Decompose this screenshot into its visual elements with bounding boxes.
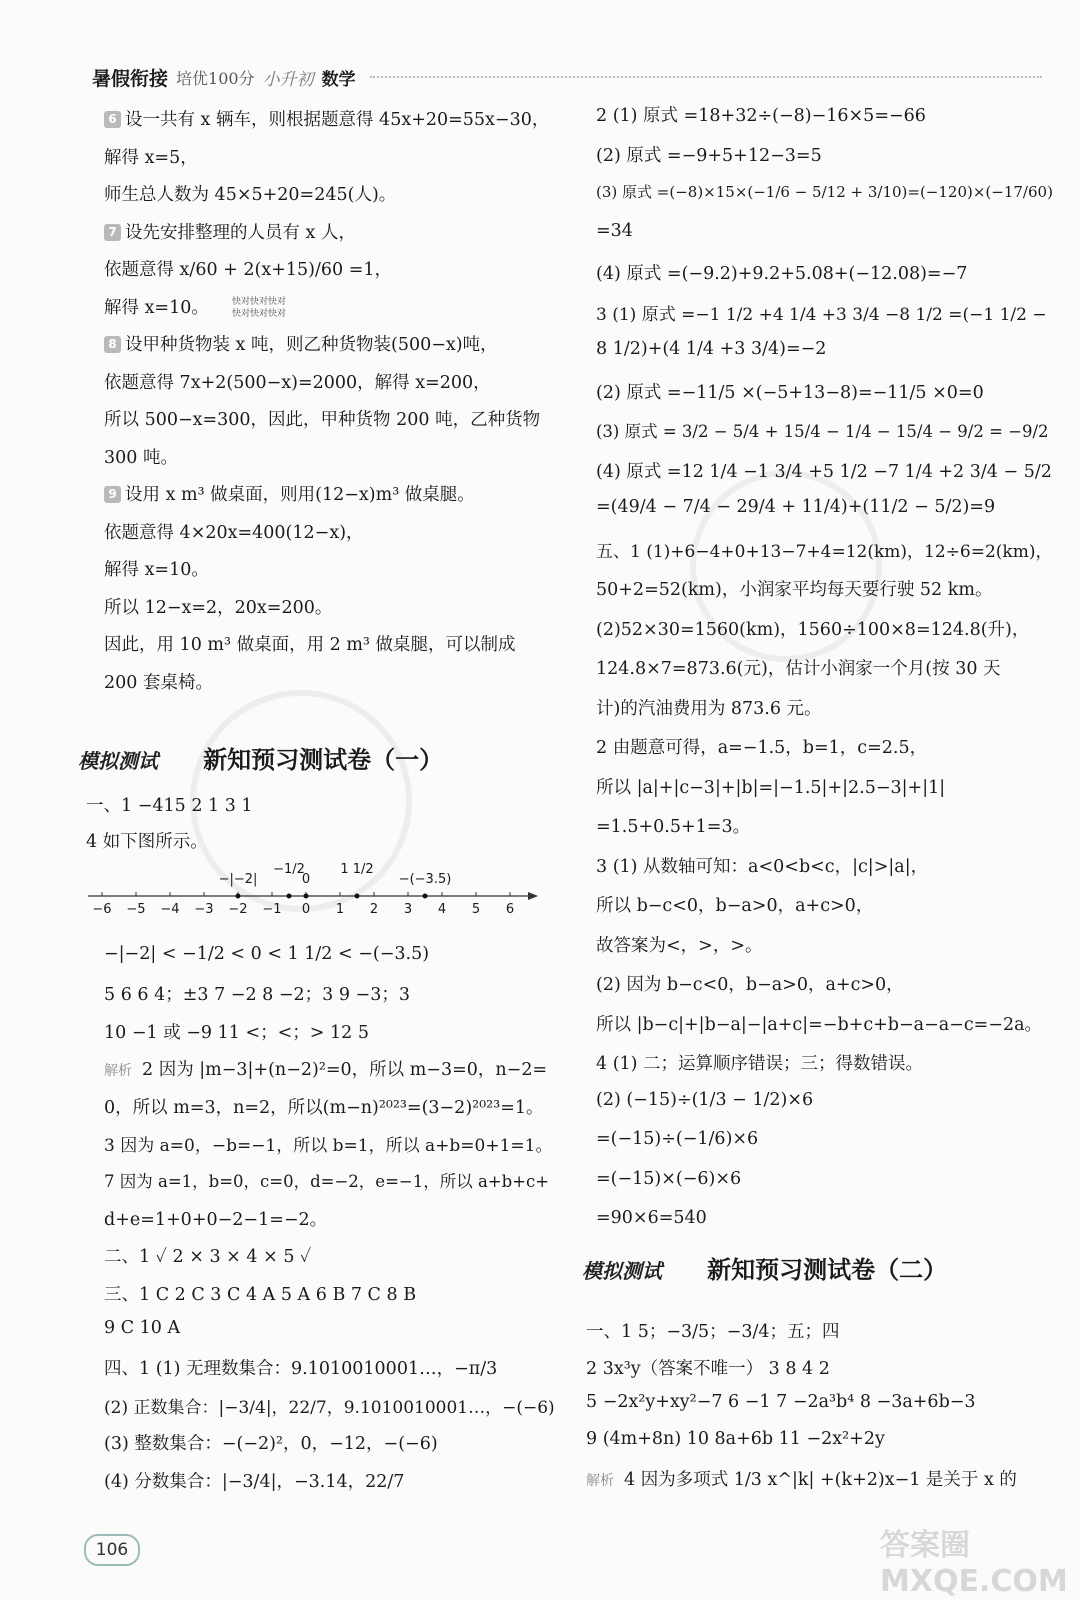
section-tag: 模拟测试	[582, 1259, 662, 1283]
answer-text: (4) 分数集合：|−3/4|，−3.14，22/7	[104, 1471, 405, 1492]
section-name: 新知预习测试卷（一）	[203, 745, 444, 774]
tick-label: −1	[262, 902, 282, 917]
answer-line	[586, 1466, 1017, 1491]
point-label: −|−2|	[218, 872, 258, 887]
header-rule	[370, 76, 1042, 78]
answer-text: 四、1 (1) 无理数集合：9.1010010001…，−π/3	[104, 1359, 498, 1380]
answer-text: 2 因为 |m−3|+(n−2)²=0，所以 m−3=0，n−2=	[142, 1060, 548, 1081]
answer-text: 0，所以 m=3，n=2，所以(m−n)²⁰²³=(3−2)²⁰²³=1。	[104, 1097, 544, 1118]
answer-text: 师生总人数为 45×5+20=245(人)。	[104, 185, 397, 205]
answer-text: d+e=1+0+0−2−1=−2。	[104, 1209, 328, 1230]
tick-label: 2	[369, 902, 379, 917]
answer-line	[104, 669, 213, 694]
answer-line	[596, 1050, 923, 1075]
answer-line	[596, 1208, 707, 1228]
answer-text: 五、1 (1)+6−4+0+13−7+4=12(km)，12÷6=2(km)，	[596, 541, 1053, 562]
answer-line	[104, 556, 209, 581]
answer-line	[596, 1090, 813, 1110]
answer-text: 9 (4m+8n) 10 8a+6b 11 −2x²+2y	[586, 1429, 885, 1449]
answer-line	[596, 537, 1052, 562]
answer-line	[104, 1056, 547, 1081]
answer-line	[104, 294, 209, 319]
answer-text: 解得 x=10。	[104, 297, 209, 318]
answer-text: 所以 |a|+|c−3|+|b|=|−1.5|+|2.5−3|+|1|	[596, 777, 946, 798]
answer-line	[596, 458, 1052, 483]
answer-line	[596, 971, 904, 996]
answer-line	[596, 260, 967, 285]
number-line-figure	[82, 862, 542, 938]
answer-text: (2)52×30=1560(km)，1560÷100×8=124.8(升)，	[596, 619, 1030, 640]
answer-text: 二、1 ✓ 2 × 3 × 4 × 5 ✓	[104, 1247, 312, 1268]
answer-text: −|−2| < −1/2 < 0 < 1 1/2 < −(−3.5)	[104, 944, 430, 964]
answer-line	[104, 331, 498, 356]
answer-text: 三、1 C 2 C 3 C 4 A 5 A 6 B 7 C 8 B	[104, 1284, 417, 1305]
answer-line	[596, 418, 1049, 442]
book-level: 小升初	[262, 69, 314, 90]
answer-text: =(−15)÷(−1/6)×6	[596, 1129, 759, 1149]
answer-text: 8 1/2)+(4 1/4 +3 3/4)=−2	[596, 339, 827, 359]
answer-line	[596, 892, 873, 917]
answer-line	[596, 853, 928, 878]
answer-line	[596, 1169, 741, 1189]
answer-text: 计)的汽油费用为 873.6 元。	[596, 698, 822, 719]
answer-line	[104, 144, 198, 169]
book-brand: 暑假衔接	[92, 67, 169, 90]
answer-line	[596, 655, 1001, 680]
number-point	[304, 894, 309, 899]
answer-text: 所以 500−x=300，因此，甲种货物 200 吨，乙种货物	[104, 410, 541, 430]
watermark: 答案圈 MXQE.COM	[880, 1528, 1068, 1599]
answer-line	[104, 519, 364, 544]
section-title-test2	[582, 1250, 947, 1285]
answer-text: 所以 12−x=2，20x=200。	[104, 597, 333, 618]
answer-text: 4 (1) 二；运算顺序错误；三；得数错误。	[596, 1054, 924, 1074]
answer-line	[104, 481, 475, 506]
answer-text: 5 6 6 4；±3 7 −2 8 −2；3 9 −3；3	[104, 985, 410, 1006]
answer-text: 7 因为 a=1，b=0，c=0，d=−2，e=−1，所以 a+b+c+	[104, 1172, 550, 1192]
answer-line	[86, 828, 208, 853]
answer-line	[104, 981, 410, 1006]
answer-line	[104, 1281, 416, 1306]
answer-line	[104, 1019, 369, 1044]
section-title-test1	[78, 740, 443, 775]
point-label: −(−3.5)	[398, 872, 452, 887]
answer-text: 5 −2x²y+xy²−7 6 −1 7 −2a³b⁴ 8 −3a+6b−3	[586, 1392, 976, 1412]
tick-label: 3	[403, 902, 413, 917]
answer-text: (3) 原式 =(−8)×15×(−1/6 − 5/12 + 3/10)=(−120)×(−17/60)	[596, 183, 1053, 201]
book-subject: 数学	[321, 69, 356, 90]
answer-text: (2) 原式 =−9+5+12−3=5	[596, 145, 822, 166]
answer-text: (2) 正数集合：|−3/4|，22/7，9.1010010001…，−(−6)	[104, 1397, 555, 1418]
answer-text: (3) 整数集合：−(−2)²，0，−12，−(−6)	[104, 1434, 438, 1455]
answer-text: 2 3x³y（答案不唯一） 3 8 4 2	[586, 1359, 830, 1379]
answer-line	[596, 695, 822, 720]
number-point	[423, 894, 428, 899]
point-label: 0	[301, 872, 311, 887]
tick-label: −3	[194, 902, 214, 917]
answer-text: 因此，用 10 m³ 做桌面，用 2 m³ 做桌腿，可以制成	[104, 635, 516, 655]
question-number-badge: 7	[104, 224, 121, 241]
answer-line	[596, 734, 927, 759]
answer-line	[596, 339, 826, 359]
tick-label: −5	[126, 902, 146, 917]
answer-line	[104, 1355, 497, 1380]
answer-line	[104, 1393, 555, 1418]
answer-text: (3) 原式 = 3/2 − 5/4 + 15/4 − 1/4 − 15/4 − 9/2 = −9/2	[596, 422, 1049, 441]
section-tag: 模拟测试	[78, 749, 158, 773]
answer-line	[596, 221, 633, 241]
tick-label: −2	[228, 902, 248, 917]
answer-text: 3 因为 a=0，−b=−1，所以 b=1，所以 a+b=0+1=1。	[104, 1136, 553, 1156]
answer-line	[596, 1011, 1042, 1036]
answer-text: 设先安排整理的人员有 x 人，	[125, 222, 356, 243]
answer-text: (2) (−15)÷(1/3 − 1/2)×6	[596, 1089, 814, 1110]
answer-line	[104, 944, 429, 964]
tick-label: 4	[437, 902, 447, 917]
answer-line	[596, 774, 945, 799]
section-name: 新知预习测试卷（二）	[707, 1255, 948, 1284]
answer-line	[104, 256, 392, 281]
answer-line	[586, 1318, 840, 1343]
answer-text: 设一共有 x 辆车，则根据题意得 45x+20=55x−30，	[125, 110, 550, 130]
answer-text: 一、1 5；−3/5；−3/4；五；四	[586, 1322, 840, 1342]
answer-text: 10 −1 或 −9 11 <；<；> 12 5	[104, 1022, 369, 1043]
answer-line	[104, 1468, 404, 1493]
answer-line	[596, 181, 1053, 202]
answer-line	[104, 1168, 549, 1192]
answer-text: 设甲种货物装 x 吨，则乙种货物装(500−x)吨，	[125, 335, 498, 355]
answer-text: 3 (1) 从数轴可知：a<0<b<c，|c|>|a|，	[596, 856, 929, 877]
answer-text: =(−15)×(−6)×6	[596, 1168, 742, 1189]
answer-line	[104, 1206, 327, 1231]
answer-line	[596, 616, 1029, 641]
answer-text: 200 套桌椅。	[104, 672, 213, 693]
answer-text: 2 (1) 原式 =18+32÷(−8)−16×5=−66	[596, 106, 926, 126]
tick-label: 5	[471, 902, 481, 917]
analysis-tag: 解析	[104, 1063, 132, 1080]
answer-text: 依题意得 x/60 + 2(x+15)/60 =1，	[104, 260, 392, 280]
answer-text: 所以 |b−c|+|b−a|−|a+c|=−b+c+b−a−a−c=−2a。	[596, 1014, 1043, 1035]
answer-text: 解得 x=10。	[104, 560, 209, 580]
answer-text: =1.5+0.5+1=3。	[596, 817, 751, 837]
answer-text: 300 吨。	[104, 447, 178, 468]
answer-text: =34	[596, 220, 633, 241]
point-label: 1 1/2	[340, 862, 374, 877]
answer-line	[104, 181, 396, 206]
answer-line	[104, 444, 178, 469]
answer-line	[104, 631, 516, 656]
answer-line	[586, 1429, 885, 1449]
page-header	[92, 62, 1042, 92]
answer-text: 所以 b−c<0，b−a>0，a+c>0，	[596, 896, 874, 916]
answer-line	[104, 1131, 552, 1156]
answer-text: =(49/4 − 7/4 − 29/4 + 11/4)+(11/2 − 5/2)=9	[596, 497, 996, 517]
answer-text: 设用 x m³ 做桌面，则用(12−x)m³ 做桌腿。	[125, 485, 475, 505]
answer-line	[586, 1355, 830, 1380]
tick-label: 6	[505, 902, 515, 917]
answer-text: (4) 原式 =(−9.2)+9.2+5.08+(−12.08)=−7	[596, 264, 968, 284]
answer-line	[596, 932, 763, 957]
answer-line	[104, 1430, 438, 1455]
number-point	[236, 894, 241, 899]
analysis-tag: 解析	[586, 1473, 614, 1489]
answer-line	[104, 594, 332, 619]
number-point	[287, 894, 292, 899]
answer-text: (2) 因为 b−c<0，b−a>0，a+c>0，	[596, 975, 904, 995]
answer-text: 4 因为多项式 1/3 x^|k| +(k+2)x−1 是关于 x 的	[624, 1470, 1017, 1490]
answer-text: 50+2=52(km)，小润家平均每天要行驶 52 km。	[596, 580, 993, 600]
tiny-note: 快对快对快对 快对快对快对	[232, 297, 287, 319]
answer-line	[586, 1392, 976, 1412]
tick-label: 1	[335, 902, 345, 917]
question-number-badge: 8	[104, 336, 121, 353]
answer-line	[596, 300, 1047, 325]
answer-text: (4) 原式 =12 1/4 −1 3/4 +5 1/2 −7 1/4 +2 3/4 − 5/2	[596, 461, 1052, 482]
answer-line	[104, 1094, 544, 1119]
answer-text: 4 如下图所示。	[86, 832, 208, 852]
question-number-badge: 9	[104, 486, 121, 503]
answer-line	[104, 369, 491, 394]
answer-line	[104, 106, 549, 131]
answer-line	[86, 792, 253, 817]
tick-label: −6	[92, 902, 112, 917]
answer-text: 依题意得 7x+2(500−x)=2000，解得 x=200，	[104, 372, 491, 393]
answer-line	[104, 1318, 180, 1338]
answer-line	[596, 576, 992, 601]
question-number-badge: 6	[104, 111, 121, 128]
answer-text: (2) 原式 =−11/5 ×(−5+13−8)=−11/5 ×0=0	[596, 382, 984, 403]
answer-line	[104, 406, 540, 431]
answer-line	[596, 379, 984, 404]
answer-text: 124.8×7=873.6(元)，估计小润家一个月(按 30 天	[596, 659, 1001, 679]
answer-line	[596, 813, 750, 838]
page-number: 106	[84, 1534, 140, 1566]
axis-arrow	[528, 892, 538, 900]
answer-text: 故答案为<，>，>。	[596, 935, 763, 956]
answer-line	[596, 102, 926, 127]
answer-text: 3 (1) 原式 =−1 1/2 +4 1/4 +3 3/4 −8 1/2 =(−1 1/2 −	[596, 304, 1047, 325]
answer-line	[104, 219, 356, 244]
answer-text: 一、1 −415 2 1 3 1	[86, 796, 253, 816]
answer-text: 2 由题意可得，a=−1.5，b=1，c=2.5，	[596, 738, 928, 758]
tick-label: −4	[160, 902, 180, 917]
tick-label: 0	[301, 902, 311, 917]
answer-text: 9 C 10 A	[104, 1318, 181, 1338]
book-subtitle: 培优100分	[176, 68, 255, 88]
answer-text: 解得 x=5，	[104, 147, 198, 168]
answer-line	[596, 497, 995, 517]
answer-line	[596, 142, 822, 167]
answer-line	[596, 1129, 758, 1149]
answer-text: 依题意得 4×20x=400(12−x)，	[104, 522, 364, 543]
point-label: −1/2	[273, 862, 305, 877]
number-point	[355, 894, 360, 899]
answer-line	[104, 1243, 311, 1268]
answer-text: =90×6=540	[596, 1208, 707, 1228]
